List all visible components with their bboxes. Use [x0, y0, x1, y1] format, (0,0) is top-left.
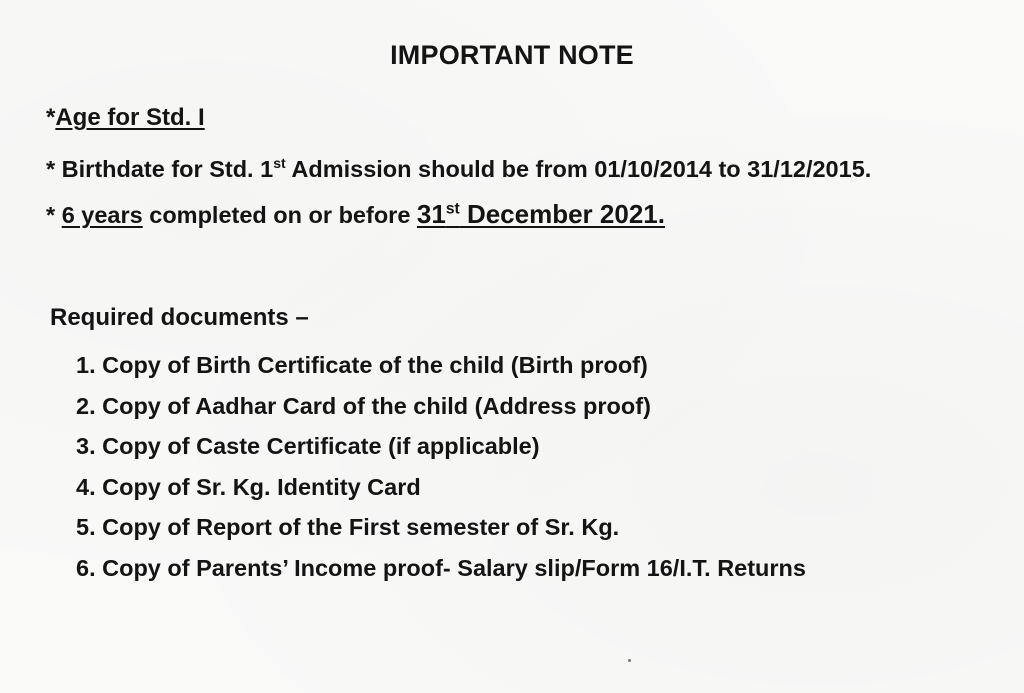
page-title: IMPORTANT NOTE [390, 40, 634, 70]
birthdate-sup: st [273, 155, 286, 172]
years-note [46, 199, 665, 230]
documents-list [76, 352, 806, 596]
list-item: 5. Copy of Report of the First semester of Sr. Kg. [76, 514, 620, 541]
age-star: * [46, 104, 56, 131]
list-item: 2. Copy of Aadhar Card of the child (Address proof) [76, 392, 651, 419]
years-date-sup: st [445, 200, 460, 218]
list-item: 4. Copy of Sr. Kg. Identity Card [76, 473, 421, 500]
required-documents-heading: Required documents – [50, 304, 309, 331]
age-heading [46, 104, 205, 132]
birthdate-note [46, 156, 871, 183]
list-item: 6. Copy of Parents’ Income proof- Salary slip/Form 16/I.T. Returns [76, 554, 806, 581]
years-text: 6 years [61, 202, 143, 228]
birthdate-suffix: Admission should be from 01/10/2014 to 31/12/2015. [285, 156, 872, 182]
years-middle: completed on or before [142, 202, 417, 228]
years-date-rest: December 2021. [459, 199, 665, 229]
years-date-day: 31 [416, 199, 446, 229]
list-item: 3. Copy of Caste Certificate (if applicable) [76, 433, 540, 460]
birthdate-prefix: * Birthdate for Std. 1 [46, 156, 274, 182]
list-item: 1. Copy of Birth Certificate of the child (Birth proof) [76, 352, 648, 378]
scan-speck [628, 659, 631, 662]
years-star: * [46, 202, 62, 228]
years-date [417, 199, 665, 229]
age-label: Age for Std. I [55, 104, 205, 131]
